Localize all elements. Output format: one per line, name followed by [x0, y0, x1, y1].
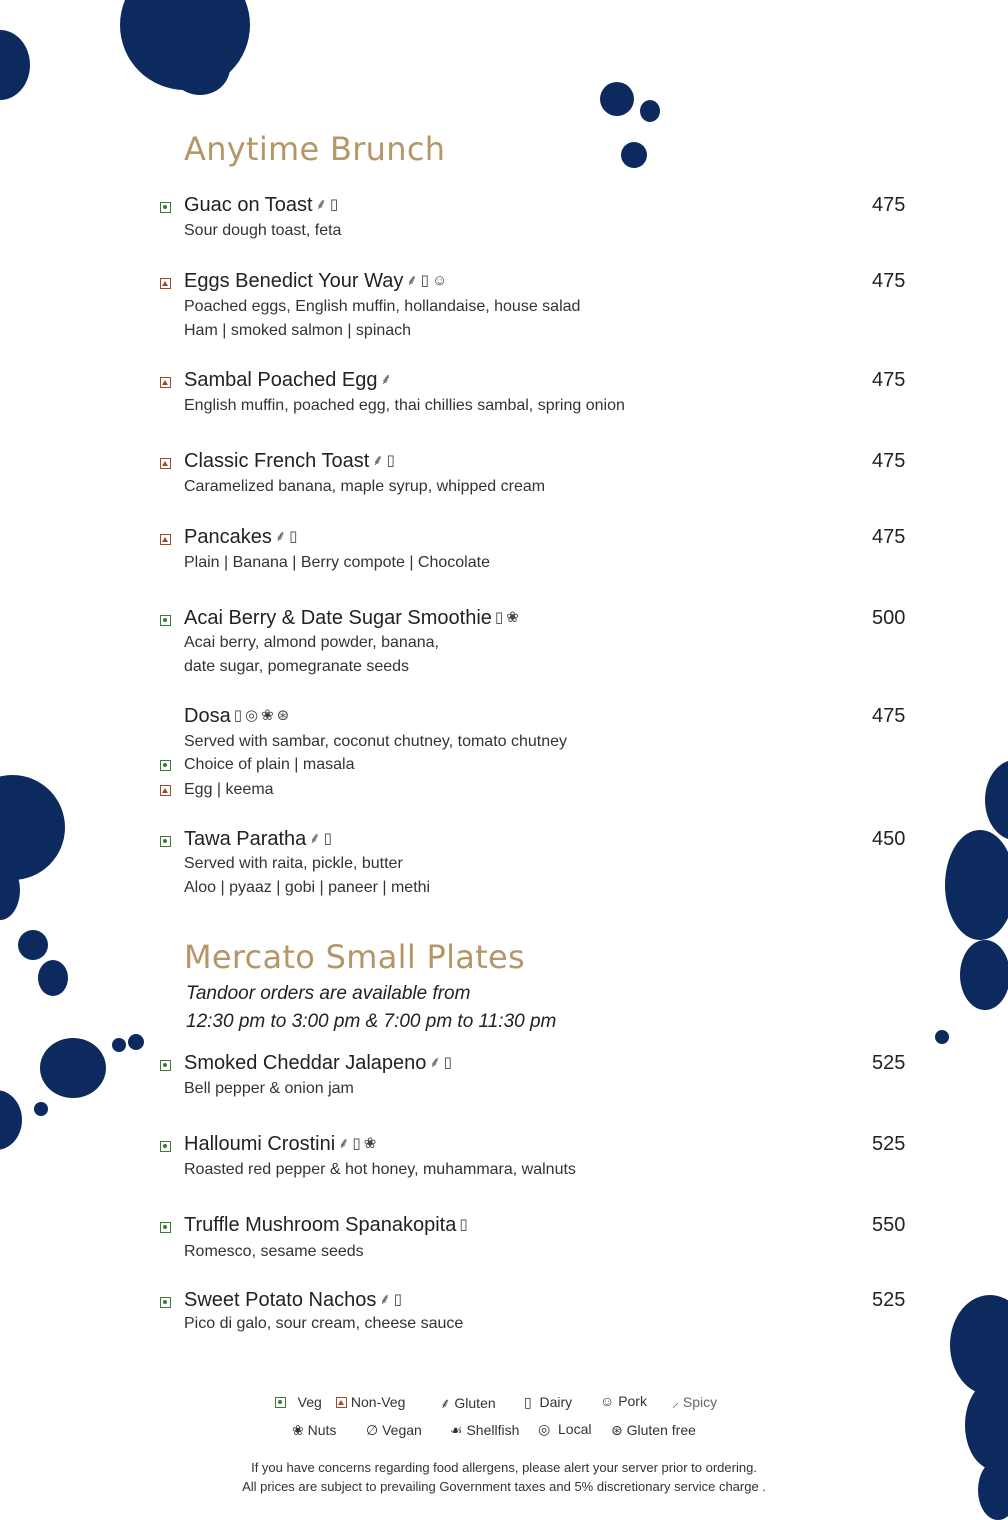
item-description: Roasted red pepper & hot honey, muhammara, walnuts	[184, 1161, 576, 1178]
gluten-icon: ⸙	[274, 528, 287, 545]
dairy-icon: ▯	[459, 1216, 468, 1233]
item-price: 525	[872, 1052, 906, 1074]
item-description: Romesco, sesame seeds	[184, 1243, 364, 1260]
legend-gluten: ⸙ Gluten	[440, 1395, 496, 1411]
item-name: Truffle Mushroom Spanakopita	[184, 1214, 457, 1236]
item-name: Sweet Potato Nachos	[184, 1289, 377, 1311]
item-name: Smoked Cheddar Jalapeno	[184, 1052, 427, 1074]
item-price: 525	[872, 1289, 906, 1311]
item-description: Acai berry, almond powder, banana,	[184, 634, 439, 651]
veg-icon	[160, 1060, 171, 1071]
dairy-icon: ▯	[289, 528, 298, 545]
item-description: Egg | keema	[184, 781, 274, 798]
dairy-icon: ▯	[386, 452, 395, 469]
item-price: 475	[872, 705, 906, 727]
item-name: Halloumi Crostini	[184, 1133, 336, 1155]
gluten-icon: ⸙	[338, 1135, 350, 1152]
item-description: Served with sambar, coconut chutney, tomato chutney	[184, 733, 568, 750]
local-icon: ◎	[244, 707, 259, 724]
item-price: 475	[872, 369, 906, 391]
non-veg-icon	[160, 534, 171, 545]
legend-gluten-free: ⊛ Gluten free	[611, 1422, 696, 1438]
footer-notice	[0, 1458, 1008, 1496]
dairy-icon: ▯	[524, 1394, 532, 1410]
veg-icon	[160, 1222, 171, 1233]
legend-spicy: ⸝ Spicy	[672, 1394, 718, 1410]
item-description: Bell pepper & onion jam	[184, 1080, 354, 1097]
veg-icon	[160, 760, 171, 771]
local-icon: ◎	[538, 1421, 551, 1437]
gluten-icon: ⸙	[406, 272, 418, 289]
gluten-free-icon: ⊛	[276, 707, 290, 724]
nuts-icon: ❀	[363, 1135, 377, 1152]
veg-icon	[275, 1397, 286, 1408]
dairy-icon: ▯	[323, 830, 332, 847]
gluten-free-icon: ⊛	[611, 1422, 623, 1438]
item-name: Sambal Poached Egg	[184, 369, 378, 391]
section-title-small-plates: Mercato Small Plates	[184, 938, 525, 976]
dairy-icon: ▯	[329, 196, 339, 213]
vegan-icon: ∅	[366, 1422, 379, 1438]
item-description: Aloo | pyaaz | gobi | paneer | methi	[184, 879, 431, 896]
non-veg-icon	[160, 458, 171, 469]
legend-nuts: ❀ Nuts	[292, 1422, 337, 1438]
item-description: Caramelized banana, maple syrup, whipped cream	[184, 478, 546, 495]
gluten-icon: ⸙	[309, 830, 321, 847]
tandoor-note-line: 12:30 pm to 3:00 pm & 7:00 pm to 11:30 pm	[186, 1011, 557, 1032]
legend-pork: ☺ Pork	[600, 1393, 647, 1409]
non-veg-icon	[336, 1397, 347, 1408]
pork-icon: ☺	[600, 1393, 615, 1409]
nuts-icon: ❀	[506, 609, 519, 626]
tandoor-note-line: Tandoor orders are available from	[186, 983, 471, 1004]
allergen-notice: If you have concerns regarding food allergens, please alert your server prior to ordering.	[251, 1460, 757, 1475]
gluten-icon: ⸙	[429, 1054, 441, 1071]
non-veg-icon	[160, 377, 171, 388]
veg-icon	[160, 1141, 171, 1152]
legend-vegan: ∅ Vegan	[366, 1422, 422, 1438]
item-description: Served with raita, pickle, butter	[184, 855, 403, 872]
gluten-icon: ⸙	[440, 1395, 451, 1411]
legend-local: ◎ Local	[538, 1421, 592, 1437]
dairy-icon: ▯	[420, 272, 429, 289]
item-description: Poached eggs, English muffin, hollandaise, house salad	[184, 298, 581, 315]
veg-icon	[160, 615, 171, 626]
dairy-icon: ▯	[393, 1291, 402, 1308]
legend-non-veg: Non-Veg	[336, 1394, 405, 1410]
nuts-icon: ❀	[261, 707, 274, 724]
item-name: Guac on Toast	[184, 194, 313, 216]
item-description: Pico di galo, sour cream, cheese sauce	[184, 1315, 464, 1332]
item-name: Pancakes	[184, 526, 272, 548]
item-description: Sour dough toast, feta	[184, 222, 342, 239]
item-name: Classic French Toast	[184, 450, 370, 472]
gluten-icon: ⸙	[379, 1291, 391, 1308]
item-price: 475	[872, 526, 906, 548]
item-description: Plain | Banana | Berry compote | Chocolate	[184, 554, 490, 571]
item-price: 550	[872, 1214, 906, 1236]
shellfish-icon: ☙	[450, 1422, 463, 1438]
legend-dairy: ▯ Dairy	[524, 1394, 573, 1410]
tandoor-note	[186, 980, 556, 1036]
nuts-icon: ❀	[292, 1422, 304, 1438]
section-title-brunch: Anytime Brunch	[184, 130, 446, 168]
dairy-icon: ▯	[494, 609, 504, 626]
dairy-icon: ▯	[233, 707, 242, 724]
veg-icon	[160, 202, 171, 213]
item-price: 475	[872, 270, 906, 292]
dairy-icon: ▯	[443, 1054, 452, 1071]
pork-icon: ☺	[431, 272, 448, 289]
legend-shellfish: ☙ Shellfish	[450, 1422, 520, 1438]
gluten-icon: ⸙	[380, 371, 392, 388]
tax-notice: All prices are subject to prevailing Government taxes and 5% discretionary service charge .	[242, 1479, 766, 1494]
spicy-icon: ⸝	[672, 1394, 679, 1410]
gluten-icon: ⸙	[372, 452, 384, 469]
item-description: English muffin, poached egg, thai chillies sambal, spring onion	[184, 397, 625, 414]
item-name: Dosa	[184, 705, 231, 727]
veg-icon	[160, 1297, 171, 1308]
item-name: Acai Berry & Date Sugar Smoothie	[184, 607, 492, 629]
item-description: Choice of plain | masala	[184, 756, 355, 773]
veg-icon	[160, 836, 171, 847]
item-description: date sugar, pomegranate seeds	[184, 658, 410, 675]
non-veg-icon	[160, 278, 171, 289]
item-name: Tawa Paratha	[184, 828, 307, 850]
item-price: 475	[872, 194, 906, 216]
non-veg-icon	[160, 785, 171, 796]
item-price: 500	[872, 607, 906, 629]
legend-veg: Veg	[275, 1394, 322, 1410]
dairy-icon: ▯	[352, 1135, 361, 1152]
item-description: Ham | smoked salmon | spinach	[184, 322, 412, 339]
gluten-icon: ⸙	[315, 196, 327, 213]
item-price: 525	[872, 1133, 906, 1155]
item-price: 475	[872, 450, 906, 472]
item-name: Eggs Benedict Your Way	[184, 270, 404, 292]
item-price: 450	[872, 828, 906, 850]
